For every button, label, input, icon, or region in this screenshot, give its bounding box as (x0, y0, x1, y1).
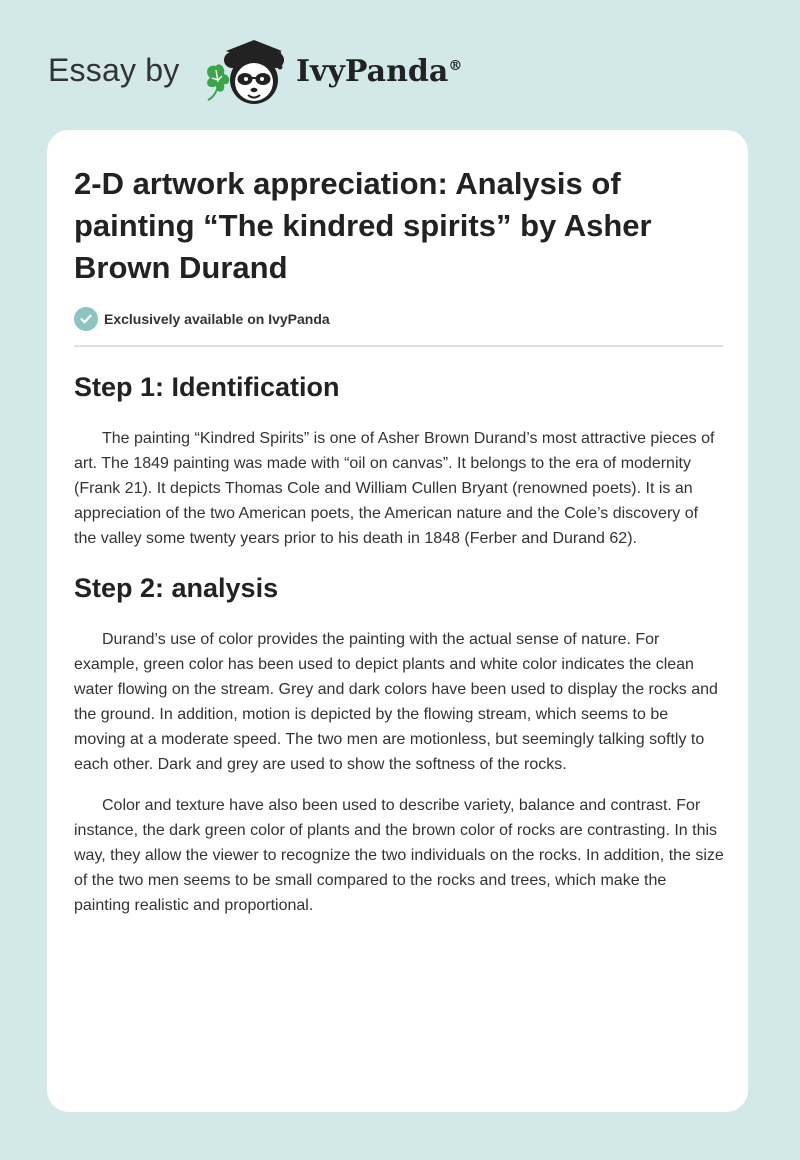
essay-card (47, 130, 748, 1112)
essay-title: 2-D artwork appreciation: Analysis of painting “The kindred spirits” by Asher Brown Durand (74, 166, 652, 285)
title-divider (74, 345, 723, 347)
checkmark-badge-icon (74, 307, 98, 331)
essay-body (74, 362, 724, 918)
paragraph: Color and texture have also been used to describe variety, balance and contrast. For instance, the dark green color of plants and the brown color of rocks are contrasting. In this way, they allow the viewer to recognize the two individuals on the rocks. In addition, the size of the two men seems to be small compared to the rocks and trees, which make the painting realistic and proportional. (74, 797, 724, 914)
site-header (48, 34, 508, 110)
ivy-leaf-icon (207, 64, 229, 100)
section-analysis (74, 565, 724, 918)
exclusive-badge-text: Exclusively available on IvyPanda (104, 311, 330, 327)
paragraph: The painting “Kindred Spirits” is one of Asher Brown Durand’s most attractive pieces of art. The 1849 painting was made with “oil on canvas”. It belongs to the era of modernity (Frank 21). It depicts Thomas Cole and William Cullen Bryant (renowned poets). It is an appreciation of the two American poets, the American nature and the Cole’s discovery of the valley some twenty years prior to his death in 1848 (Ferber and Durand 62). (74, 430, 715, 547)
paragraph: Durand’s use of color provides the painting with the actual sense of nature. For example, green color has been used to depict plants and white color indicates the clean water flowing on the stream. Grey and dark colors have been used to display the rocks and the ground. In addition, motion is depicted by the flowing stream, which seems to be moving at a moderate speed. The two men are motionless, but seemingly talking softly to each other. Dark and grey are used to show the softness of the rocks. (74, 631, 718, 773)
section-heading: Step 2: analysis (74, 573, 279, 603)
panda-logo-icon[interactable] (202, 36, 292, 110)
section-heading: Step 1: Identification (74, 372, 340, 402)
brand-prefix: Essay by (48, 52, 180, 88)
section-identification (74, 364, 724, 551)
brand-name-text: IvyPanda (296, 54, 449, 89)
brand-name[interactable] (296, 54, 462, 89)
registered-mark: ® (448, 58, 463, 74)
exclusive-badge (74, 306, 330, 332)
